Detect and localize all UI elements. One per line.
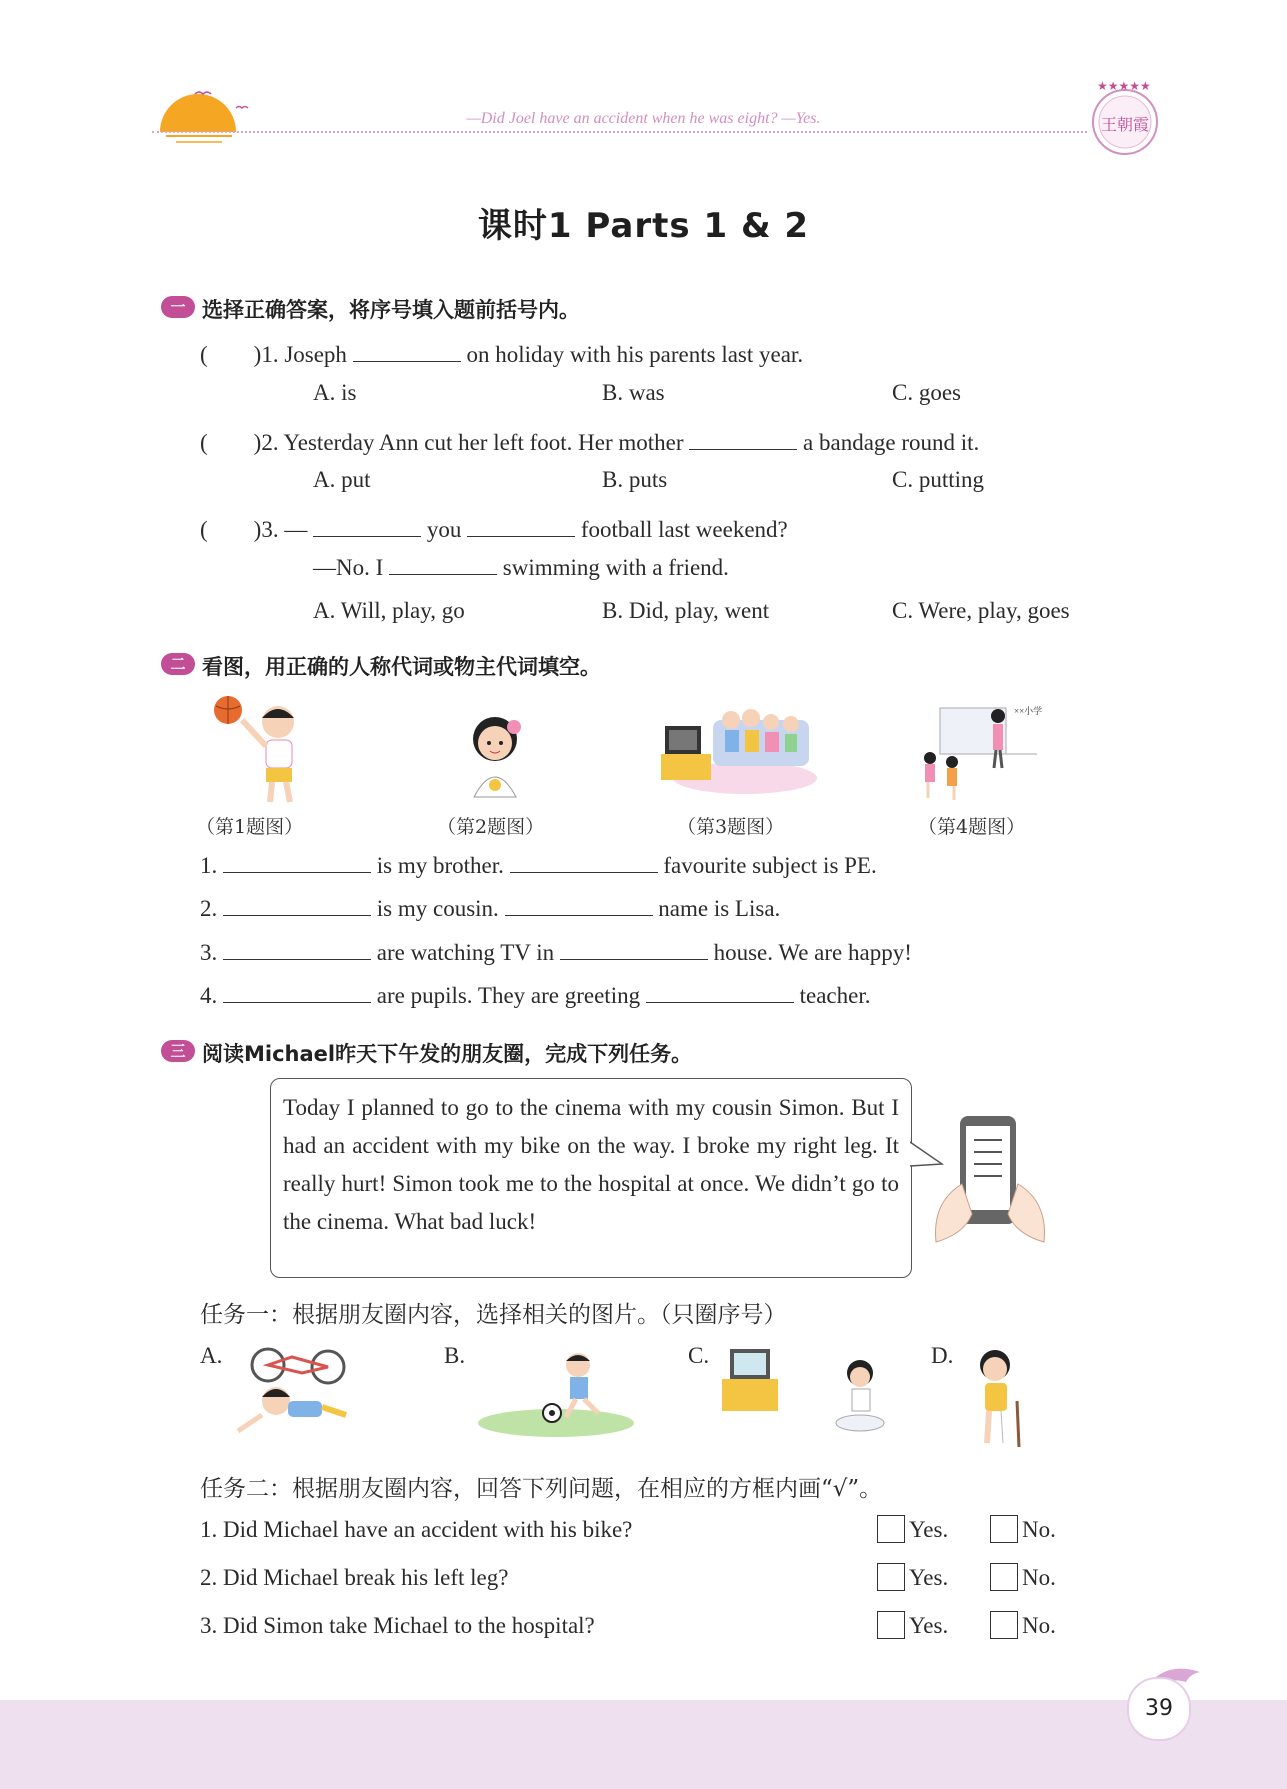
section3-title: 阅读Michael昨天下午发的朋友圈，完成下列任务。 (202, 1042, 693, 1066)
s1-q3-line2-prefix: —No. I (313, 555, 384, 580)
s2-item-1-blank1[interactable] (223, 852, 371, 873)
section3-badge: 三 (161, 1040, 195, 1062)
picture-1-boy-basketball (210, 692, 320, 807)
q1-no-checkbox[interactable] (990, 1515, 1018, 1543)
s2-item-4-num: 4. (200, 983, 218, 1008)
s1-q1-option-b: B. was (602, 380, 665, 405)
s1-q2 (200, 424, 979, 457)
s2-item-3-num: 3. (200, 940, 218, 965)
s2-item-1-mid: is my brother. (376, 853, 504, 878)
s2-item-2-blank2[interactable] (505, 895, 653, 916)
q2-no-label: No. (1022, 1565, 1056, 1590)
q3-no-checkbox[interactable] (990, 1611, 1018, 1639)
section2-title: 看图，用正确的人称代词或物主代词填空。 (202, 655, 601, 679)
task1-option-a-label[interactable]: A. (200, 1343, 223, 1368)
s1-q1-option-a: A. is (313, 380, 357, 405)
q3-yes-checkbox[interactable] (877, 1611, 905, 1639)
s1-q2-option-c: C. putting (892, 467, 985, 492)
footer-band (0, 1700, 1287, 1789)
caption-2: （第2题图） (437, 816, 545, 838)
s1-q2-prefix: ( )2. Yesterday Ann cut her left foot. Her mother (200, 430, 684, 455)
s2-item-2-num: 2. (200, 896, 218, 921)
header-divider (152, 131, 1087, 133)
header-running-text: —Did Joel have an accident when he was eight? —Yes. (466, 110, 821, 127)
task2-instruction: 任务二：根据朋友圈内容，回答下列问题，在相应的方框内画“√”。 (200, 1476, 883, 1502)
caption-3: （第3题图） (677, 816, 785, 838)
section2-badge: 二 (161, 653, 195, 675)
s2-item-4-blank1[interactable] (223, 982, 371, 1003)
q3-no-label: No. (1022, 1613, 1056, 1638)
option-b-football-picture (476, 1345, 636, 1440)
s1-q2-option-b: B. puts (602, 467, 668, 492)
s1-q3-blank1[interactable] (313, 516, 421, 537)
logo-text: 王朝霞 (1100, 115, 1150, 134)
task1-option-c-label[interactable]: C. (688, 1343, 710, 1368)
s1-q2-option-a: A. put (313, 467, 371, 492)
s1-q1-suffix: on holiday with his parents last year. (466, 342, 804, 367)
section1-title: 选择正确答案，将序号填入题前括号内。 (202, 298, 580, 322)
s2-item-1-end: favourite subject is PE. (663, 853, 877, 878)
q2-yes-checkbox[interactable] (877, 1563, 905, 1591)
s2-item-2-end: name is Lisa. (658, 896, 781, 921)
s1-q3-option-c: C. Were, play, goes (892, 598, 1070, 623)
q1-yes-label: Yes. (909, 1517, 949, 1542)
task2-question-2: 2. Did Michael break his left leg? (200, 1565, 509, 1590)
s2-item-1-num: 1. (200, 853, 218, 878)
s2-item-3-blank1[interactable] (223, 939, 371, 960)
s2-item-3-mid: are watching TV in (376, 940, 555, 965)
task1-option-b-label[interactable]: B. (444, 1343, 466, 1368)
school-sign-text: ××小学 (1014, 706, 1042, 716)
task1-instruction: 任务一：根据朋友圈内容，选择相关的图片。（只圈序号） (200, 1302, 787, 1328)
page-number: 39 (1127, 1677, 1191, 1741)
s1-q2-suffix: a bandage round it. (803, 430, 980, 455)
s1-q2-blank[interactable] (689, 429, 797, 450)
task2-question-1: 1. Did Michael have an accident with his bike? (200, 1517, 633, 1542)
picture-2-girl (460, 705, 530, 805)
s2-item-4 (200, 982, 870, 1009)
q1-no-label: No. (1022, 1517, 1056, 1542)
s1-q1-prefix: ( )1. Joseph (200, 342, 347, 367)
picture-4-school-greeting (912, 700, 1042, 805)
s1-q3-option-b: B. Did, play, went (602, 598, 770, 623)
option-d-injured-boy-picture (965, 1343, 1035, 1453)
q2-no-checkbox[interactable] (990, 1563, 1018, 1591)
task2-question-3: 3. Did Simon take Michael to the hospital? (200, 1613, 595, 1638)
s1-q1-blank[interactable] (353, 341, 461, 362)
s2-item-3-blank2[interactable] (560, 939, 708, 960)
caption-1: （第1题图） (196, 816, 304, 838)
s1-q3-prefix: ( )3. — (200, 517, 308, 542)
s2-item-4-blank2[interactable] (646, 982, 794, 1003)
q3-yes-label: Yes. (909, 1613, 949, 1638)
caption-4: （第4题图） (918, 816, 1026, 838)
q2-yes-label: Yes. (909, 1565, 949, 1590)
moments-post: Today I planned to go to the cinema with my cousin Simon. But I had an accident with my bike on the way. I broke my right leg. It really hurt! Simon took me to the hospital at once. We didn’t go to the cinema. What bad luck! (270, 1078, 912, 1278)
s1-q3-option-a: A. Will, play, go (313, 598, 465, 623)
s1-q1 (200, 336, 803, 369)
s2-item-4-end: teacher. (799, 983, 871, 1008)
svg-text:★★★★★: ★★★★★ (1097, 79, 1151, 93)
q1-yes-checkbox[interactable] (877, 1515, 905, 1543)
s1-q3 (200, 511, 788, 544)
s2-item-2-mid: is my cousin. (376, 896, 499, 921)
s2-item-3 (200, 939, 912, 966)
task1-option-d-label[interactable]: D. (931, 1343, 954, 1368)
s1-q1-option-c: C. goes (892, 380, 961, 405)
page-title: 课时1 Parts 1 & 2 (477, 206, 810, 246)
option-a-bike-accident-picture (232, 1345, 354, 1440)
brand-logo (1085, 78, 1165, 162)
section1-badge: 一 (161, 296, 195, 318)
picture-3-family-tv (655, 690, 820, 800)
s1-q3-blank3[interactable] (389, 554, 497, 575)
option-c-tv-hospital-picture (720, 1343, 900, 1443)
s2-item-3-end: house. We are happy! (713, 940, 912, 965)
s2-item-2 (200, 895, 780, 922)
s1-q3-line2 (313, 554, 729, 581)
s1-q3-mid: you (426, 517, 462, 542)
s2-item-4-mid: are pupils. They are greeting (376, 983, 641, 1008)
s1-q3-suffix: football last weekend? (580, 517, 788, 542)
s1-q3-line2-suffix: swimming with a friend. (502, 555, 729, 580)
s2-item-1 (200, 852, 877, 879)
phone-in-hands-icon (930, 1112, 1050, 1247)
s2-item-2-blank1[interactable] (223, 895, 371, 916)
s1-q3-blank2[interactable] (467, 516, 575, 537)
s2-item-1-blank2[interactable] (510, 852, 658, 873)
